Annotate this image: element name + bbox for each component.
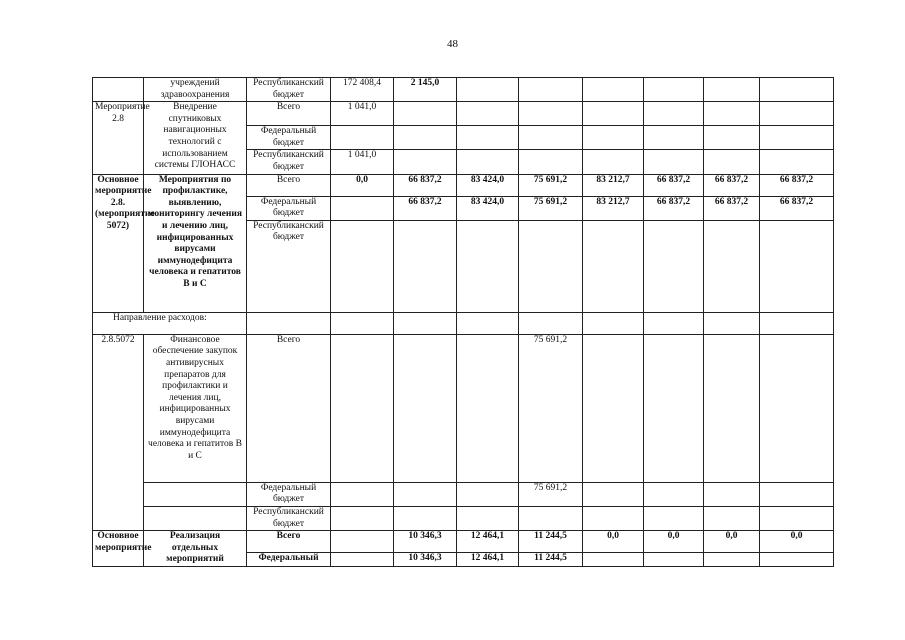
- table-row: [93, 174, 834, 196]
- source-cell: Всего: [247, 531, 331, 553]
- value-cell: 0,0: [760, 531, 834, 553]
- value-cell: 0,0: [583, 531, 644, 553]
- value-cell: 11 244,5: [519, 531, 583, 553]
- value-cell: 75 691,2: [519, 196, 583, 220]
- value-cell: 66 837,2: [644, 174, 704, 196]
- value-cell: 83 212,7: [583, 196, 644, 220]
- value-cell: 0,0: [331, 174, 394, 196]
- table-row: [93, 531, 834, 553]
- source-cell: Республиканский бюджет: [247, 220, 331, 312]
- value-cell: 66 837,2: [394, 174, 457, 196]
- source-cell: Всего: [247, 334, 331, 482]
- value-cell: 1 041,0: [331, 150, 394, 174]
- value-cell: 0,0: [704, 531, 760, 553]
- value-cell: 172 408,4: [331, 78, 394, 102]
- value-cell: 66 837,2: [704, 196, 760, 220]
- value-cell: 11 244,5: [519, 553, 583, 567]
- name-cell: Финансовое обеспечение закупок антивирусных препаратов для профилактики и лечения лиц, инфицированных вирусами иммунодефицита человека и гепатитов В и С: [144, 334, 247, 482]
- value-cell: 10 346,3: [394, 553, 457, 567]
- code-cell: Основное мероприятие 2.8. (мероприятие 5072): [93, 174, 144, 312]
- table-row: [93, 506, 834, 530]
- value-cell: 66 837,2: [394, 196, 457, 220]
- direction-label: Направление расходов:: [93, 312, 247, 334]
- page-number: 48: [447, 38, 458, 50]
- value-cell: 75 691,2: [519, 174, 583, 196]
- source-cell: Федеральный бюджет: [247, 196, 331, 220]
- code-cell: Основное мероприятие: [93, 531, 144, 567]
- source-cell: Федеральный бюджет: [247, 126, 331, 150]
- value-cell: 83 424,0: [457, 196, 519, 220]
- budget-table: [92, 77, 834, 567]
- value-cell: 1 041,0: [331, 102, 394, 126]
- value-cell: 66 837,2: [760, 174, 834, 196]
- name-cell: Внедрение спутниковых навигационных технологий с использованием системы ГЛОНАСС: [144, 102, 247, 174]
- value-cell: 66 837,2: [760, 196, 834, 220]
- value-cell: 12 464,1: [457, 531, 519, 553]
- value-cell: 10 346,3: [394, 531, 457, 553]
- source-cell: Республиканский бюджет: [247, 150, 331, 174]
- code-cell: 2.8.5072: [93, 334, 144, 530]
- code-cell: [93, 78, 144, 102]
- value-cell: 75 691,2: [519, 334, 583, 482]
- code-cell: Мероприятие 2.8: [93, 102, 144, 174]
- value-cell: 66 837,2: [644, 196, 704, 220]
- value-cell: 75 691,2: [519, 482, 583, 506]
- value-cell: 0,0: [644, 531, 704, 553]
- source-cell: Федеральный: [247, 553, 331, 567]
- source-cell: Республиканский бюджет: [247, 78, 331, 102]
- table-row: [93, 482, 834, 506]
- table-row: [93, 102, 834, 126]
- source-cell: Республиканский бюджет: [247, 506, 331, 530]
- source-cell: Всего: [247, 102, 331, 126]
- value-cell: 12 464,1: [457, 553, 519, 567]
- name-cell: Реализация отдельных мероприятий: [144, 531, 247, 567]
- name-cell: учреждений здравоохранения: [144, 78, 247, 102]
- value-cell: 83 212,7: [583, 174, 644, 196]
- source-cell: Федеральный бюджет: [247, 482, 331, 506]
- table-row: [93, 78, 834, 102]
- table-row: [93, 334, 834, 482]
- value-cell: 66 837,2: [704, 174, 760, 196]
- value-cell: 2 145,0: [394, 78, 457, 102]
- table-row: [93, 312, 834, 334]
- value-cell: 83 424,0: [457, 174, 519, 196]
- name-cell: Мероприятия по профилактике, выявлению, мониторингу лечения и лечению лиц, инфицированных вирусами иммунодефицита человека и гепатитов В и С: [144, 174, 247, 312]
- source-cell: Всего: [247, 174, 331, 196]
